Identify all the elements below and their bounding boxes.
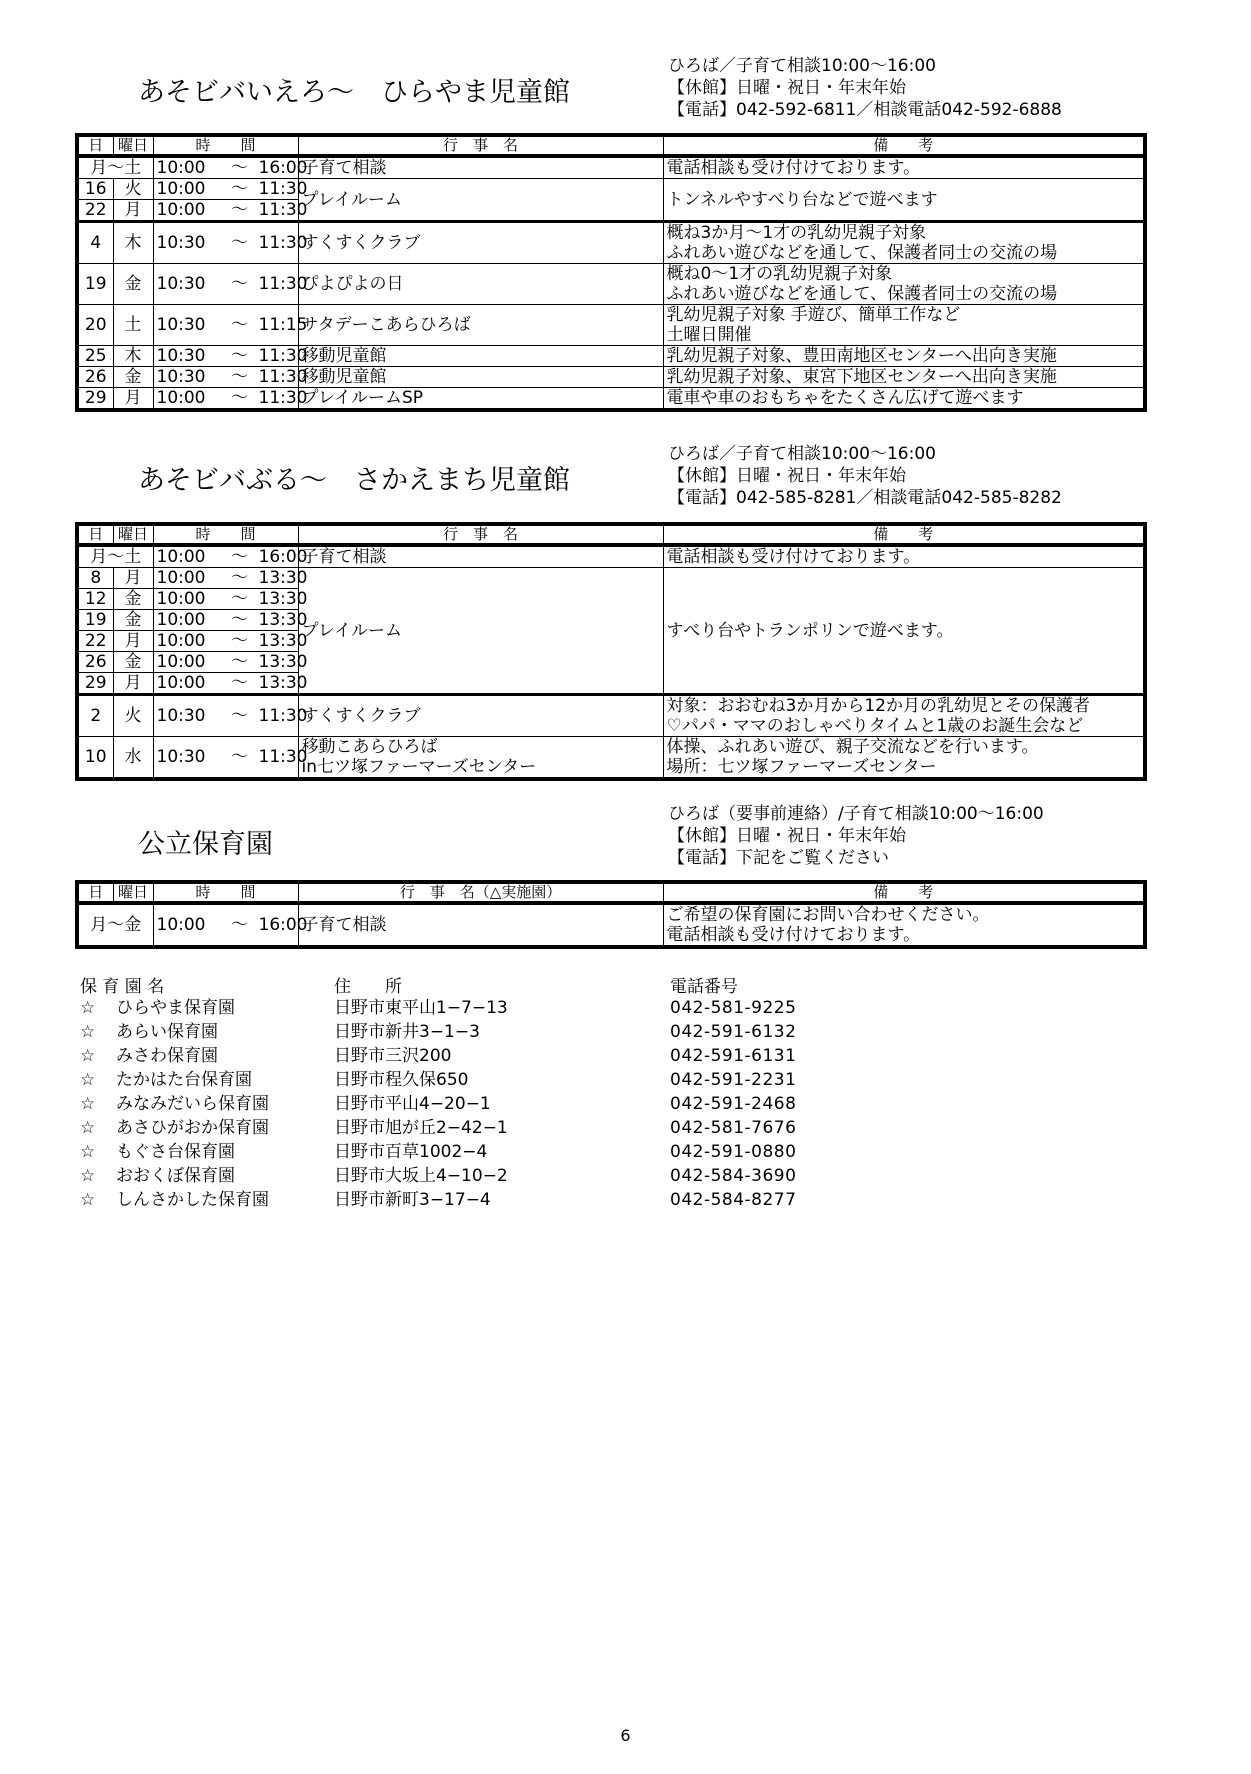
nursery-address: 日野市旭が丘2−42−1 <box>334 1118 508 1138</box>
nursery-name: もぐさ台保育園 <box>116 1142 235 1162</box>
nursery-phone-number: 042-581-9225 <box>670 998 797 1018</box>
note-cell: 乳幼児親子対象 手遊び、簡単工作など 土曜日開催 <box>663 305 1145 346</box>
nursery-phone-number: 042-584-8277 <box>670 1190 797 1210</box>
weekday-cell: 月 <box>113 631 153 652</box>
day-cell: 月〜土 <box>77 545 153 568</box>
nursery-address: 日野市百草1002−4 <box>334 1142 488 1162</box>
table-row <box>77 695 1145 737</box>
day-cell: 22 <box>77 631 113 652</box>
time-cell: 10:30 〜 11:30 <box>153 737 298 780</box>
day-cell: 4 <box>77 222 113 264</box>
list-item <box>80 1188 980 1212</box>
hirayama-closed: 【休館】日曜・祝日・年末年始 <box>668 78 906 98</box>
header-weekday: 曜日 <box>113 135 153 156</box>
star-icon: ☆ <box>80 1046 96 1066</box>
note-cell: 電話相談も受け付けております。 <box>663 545 1145 568</box>
event-cell: プレイルームSP <box>298 388 663 411</box>
nursery-address: 日野市東平山1−7−13 <box>334 998 508 1018</box>
sakae-schedule-table <box>75 522 1147 781</box>
list-item <box>80 1068 980 1092</box>
header-day: 日 <box>77 882 113 903</box>
event-cell: 移動児童館 <box>298 367 663 388</box>
nursery-address: 日野市程久保650 <box>334 1070 469 1090</box>
weekday-cell: 火 <box>113 695 153 737</box>
time-cell: 10:00 〜 11:30 <box>153 179 298 200</box>
day-cell: 8 <box>77 568 113 589</box>
nursery-address: 日野市平山4−20−1 <box>334 1094 491 1114</box>
weekday-cell: 木 <box>113 346 153 367</box>
weekday-cell: 木 <box>113 222 153 264</box>
table-row <box>77 388 1145 411</box>
nursery-address: 日野市新町3−17−4 <box>334 1190 491 1210</box>
sakae-closed: 【休館】日曜・祝日・年末年始 <box>668 466 906 486</box>
nursery-name: しんさかした保育園 <box>116 1190 269 1210</box>
weekday-cell: 水 <box>113 737 153 780</box>
hirayama-phone: 【電話】042-592-6811／相談電話042-592-6888 <box>668 100 1062 120</box>
nursery-closed: 【休館】日曜・祝日・年末年始 <box>668 826 906 846</box>
time-cell: 10:00 〜 16:00 <box>153 156 298 179</box>
day-cell: 19 <box>77 264 113 305</box>
list-header-phone: 電話番号 <box>670 977 738 997</box>
sakae-hours: ひろば／子育て相談10:00〜16:00 <box>668 444 936 464</box>
note-cell: すべり台やトランポリンで遊べます。 <box>663 568 1145 695</box>
day-cell: 20 <box>77 305 113 346</box>
day-cell: 16 <box>77 179 113 200</box>
list-item <box>80 996 980 1020</box>
header-weekday: 曜日 <box>113 882 153 903</box>
header-time: 時 間 <box>153 882 298 903</box>
time-cell: 10:00 〜 16:00 <box>153 545 298 568</box>
table-row <box>77 264 1145 305</box>
nursery-hours: ひろば（要事前連絡）/子育て相談10:00〜16:00 <box>668 804 1044 824</box>
day-cell: 19 <box>77 610 113 631</box>
day-cell: 月〜金 <box>77 903 153 947</box>
nursery-address: 日野市大坂上4−10−2 <box>334 1166 508 1186</box>
sakae-info <box>668 443 1062 509</box>
event-cell: 子育て相談 <box>298 903 663 947</box>
weekday-cell: 金 <box>113 264 153 305</box>
weekday-cell: 金 <box>113 610 153 631</box>
time-cell: 10:00 〜 11:30 <box>153 200 298 222</box>
nursery-phone-number: 042-591-0880 <box>670 1142 797 1162</box>
event-cell: 子育て相談 <box>298 156 663 179</box>
header-weekday: 曜日 <box>113 524 153 545</box>
table-row <box>77 222 1145 264</box>
star-icon: ☆ <box>80 1022 96 1042</box>
list-item <box>80 1140 980 1164</box>
hirayama-hours: ひろば／子育て相談10:00〜16:00 <box>668 56 936 76</box>
time-cell: 10:00 〜 16:00 <box>153 903 298 947</box>
header-event: 行 事 名 <box>298 524 663 545</box>
star-icon: ☆ <box>80 1190 96 1210</box>
time-cell: 10:00 〜 13:30 <box>153 589 298 610</box>
nursery-name: あらい保育園 <box>116 1022 218 1042</box>
hirayama-schedule-table <box>75 133 1147 412</box>
note-cell: 体操、ふれあい遊び、親子交流などを行います。 場所：七ツ塚ファーマーズセンター <box>663 737 1145 780</box>
day-cell: 29 <box>77 673 113 695</box>
event-cell: すくすくクラブ <box>298 695 663 737</box>
nursery-address: 日野市新井3−1−3 <box>334 1022 480 1042</box>
nursery-phone-number: 042-591-2231 <box>670 1070 797 1090</box>
note-cell: 乳幼児親子対象、豊田南地区センターへ出向き実施 <box>663 346 1145 367</box>
table-header <box>77 882 1145 903</box>
star-icon: ☆ <box>80 1142 96 1162</box>
header-time: 時 間 <box>153 524 298 545</box>
table-header <box>77 135 1145 156</box>
list-header-name: 保 育 園 名 <box>80 977 165 997</box>
day-cell: 29 <box>77 388 113 411</box>
day-cell: 月〜土 <box>77 156 153 179</box>
header-day: 日 <box>77 135 113 156</box>
star-icon: ☆ <box>80 1166 96 1186</box>
weekday-cell: 金 <box>113 589 153 610</box>
list-item <box>80 1116 980 1140</box>
note-cell: 対象：おおむね3か月から12か月の乳幼児とその保護者 ♡パパ・ママのおしゃべりタイムと1歳のお誕生会など <box>663 695 1145 737</box>
weekday-cell: 月 <box>113 568 153 589</box>
list-item <box>80 1164 980 1188</box>
nursery-phone-number: 042-591-6131 <box>670 1046 797 1066</box>
note-cell: 概ね0〜1才の乳幼児親子対象 ふれあい遊びなどを通して、保護者同士の交流の場 <box>663 264 1145 305</box>
time-cell: 10:00 〜 11:30 <box>153 388 298 411</box>
time-cell: 10:30 〜 11:30 <box>153 222 298 264</box>
list-item <box>80 1092 980 1116</box>
event-cell: プレイルーム <box>298 179 663 222</box>
time-cell: 10:30 〜 11:15 <box>153 305 298 346</box>
nursery-address: 日野市三沢200 <box>334 1046 452 1066</box>
weekday-cell: 金 <box>113 367 153 388</box>
event-cell: 子育て相談 <box>298 545 663 568</box>
day-cell: 22 <box>77 200 113 222</box>
time-cell: 10:00 〜 13:30 <box>153 610 298 631</box>
day-cell: 10 <box>77 737 113 780</box>
day-cell: 2 <box>77 695 113 737</box>
nursery-title: 公立保育園 <box>138 829 273 860</box>
day-cell: 26 <box>77 367 113 388</box>
event-cell: 移動児童館 <box>298 346 663 367</box>
nursery-name: みなみだいら保育園 <box>116 1094 269 1114</box>
day-cell: 25 <box>77 346 113 367</box>
weekday-cell: 土 <box>113 305 153 346</box>
day-cell: 12 <box>77 589 113 610</box>
nursery-list <box>80 996 980 1212</box>
header-note: 備 考 <box>663 882 1145 903</box>
table-row <box>77 346 1145 367</box>
note-cell: 電話相談も受け付けております。 <box>663 156 1145 179</box>
header-note: 備 考 <box>663 135 1145 156</box>
list-item <box>80 1020 980 1044</box>
star-icon: ☆ <box>80 998 96 1018</box>
nursery-name: みさわ保育園 <box>116 1046 218 1066</box>
star-icon: ☆ <box>80 1094 96 1114</box>
hirayama-title: あそビバいえろ〜 ひらやま児童館 <box>138 77 570 108</box>
nursery-phone-number: 042-581-7676 <box>670 1118 797 1138</box>
header-time: 時 間 <box>153 135 298 156</box>
note-cell: ご希望の保育園にお問い合わせください。 電話相談も受け付けております。 <box>663 903 1145 947</box>
table-row <box>77 903 1145 947</box>
event-cell: ぴよぴよの日 <box>298 264 663 305</box>
time-cell: 10:00 〜 13:30 <box>153 673 298 695</box>
note-cell: 電車や車のおもちゃをたくさん広げて遊べます <box>663 388 1145 411</box>
table-row <box>77 156 1145 179</box>
table-row <box>77 568 1145 589</box>
note-cell: 乳幼児親子対象、東宮下地区センターへ出向き実施 <box>663 367 1145 388</box>
nursery-schedule-table <box>75 880 1147 949</box>
time-cell: 10:30 〜 11:30 <box>153 695 298 737</box>
table-header <box>77 524 1145 545</box>
list-item <box>80 1044 980 1068</box>
weekday-cell: 火 <box>113 179 153 200</box>
table-row <box>77 545 1145 568</box>
table-row <box>77 367 1145 388</box>
note-cell: 概ね3か月〜1才の乳幼児親子対象 ふれあい遊びなどを通して、保護者同士の交流の場 <box>663 222 1145 264</box>
header-day: 日 <box>77 524 113 545</box>
note-cell: トンネルやすべり台などで遊べます <box>663 179 1145 222</box>
nursery-phone-number: 042-591-2468 <box>670 1094 797 1114</box>
page-number: 6 <box>620 1726 631 1745</box>
table-row <box>77 305 1145 346</box>
time-cell: 10:30 〜 11:30 <box>153 367 298 388</box>
time-cell: 10:30 〜 11:30 <box>153 346 298 367</box>
sakae-phone: 【電話】042-585-8281／相談電話042-585-8282 <box>668 488 1062 508</box>
weekday-cell: 月 <box>113 673 153 695</box>
star-icon: ☆ <box>80 1070 96 1090</box>
nursery-phone-number: 042-591-6132 <box>670 1022 797 1042</box>
event-cell: すくすくクラブ <box>298 222 663 264</box>
time-cell: 10:00 〜 13:30 <box>153 568 298 589</box>
time-cell: 10:00 〜 13:30 <box>153 631 298 652</box>
nursery-name: おおくぼ保育園 <box>116 1166 235 1186</box>
header-note: 備 考 <box>663 524 1145 545</box>
event-cell: プレイルーム <box>298 568 663 695</box>
day-cell: 26 <box>77 652 113 673</box>
nursery-info <box>668 803 1044 869</box>
nursery-name: たかはた台保育園 <box>116 1070 252 1090</box>
weekday-cell: 月 <box>113 200 153 222</box>
event-cell: サタデーこあらひろば <box>298 305 663 346</box>
nursery-name: あさひがおか保育園 <box>116 1118 269 1138</box>
nursery-phone-number: 042-584-3690 <box>670 1166 797 1186</box>
weekday-cell: 月 <box>113 388 153 411</box>
event-cell: 移動こあらひろば in七ツ塚ファーマーズセンター <box>298 737 663 780</box>
weekday-cell: 金 <box>113 652 153 673</box>
table-row <box>77 179 1145 200</box>
header-event: 行 事 名（△実施園） <box>298 882 663 903</box>
time-cell: 10:00 〜 13:30 <box>153 652 298 673</box>
time-cell: 10:30 〜 11:30 <box>153 264 298 305</box>
list-header-address: 住 所 <box>334 977 402 997</box>
table-row <box>77 737 1145 780</box>
star-icon: ☆ <box>80 1118 96 1138</box>
nursery-phone: 【電話】下記をご覧ください <box>668 848 889 868</box>
sakae-title: あそビバぶる〜 さかえまち児童館 <box>138 465 570 496</box>
header-event: 行 事 名 <box>298 135 663 156</box>
hirayama-info <box>668 55 1062 121</box>
nursery-name: ひらやま保育園 <box>116 998 235 1018</box>
